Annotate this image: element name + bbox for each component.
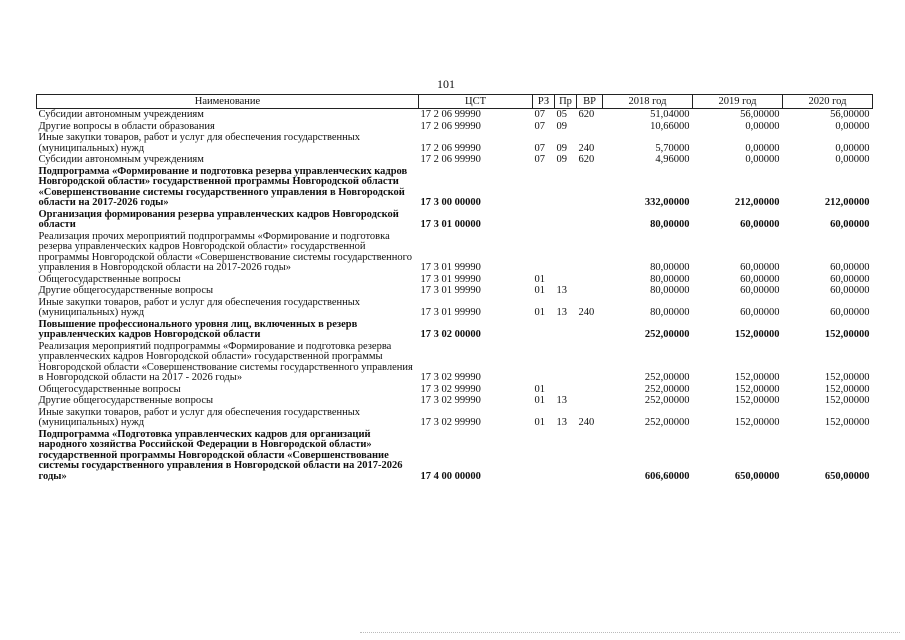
header-2020: 2020 год xyxy=(783,95,873,109)
table-row xyxy=(37,274,873,286)
cell-pr xyxy=(555,231,577,274)
cell-pr xyxy=(555,209,577,231)
budget-table xyxy=(36,94,873,482)
cell-pr xyxy=(555,319,577,341)
table-row xyxy=(37,132,873,154)
cell-y2018: 80,00000 xyxy=(650,262,690,273)
cell-cst: 17 4 00 00000 xyxy=(420,470,481,482)
cell-vr: 240 xyxy=(578,307,595,318)
cell-cst: 17 3 02 99990 xyxy=(420,395,481,406)
cell-cst: 17 2 06 99990 xyxy=(420,109,481,120)
cell-y2019: 152,00000 xyxy=(734,372,780,383)
cell-rz xyxy=(533,319,555,341)
cell-rz xyxy=(533,231,555,274)
cell-vr xyxy=(577,395,603,407)
cell-pr: 13 xyxy=(556,285,567,296)
cell-cst: 17 2 06 99990 xyxy=(420,154,481,165)
cell-name: Повышение профессионального уровня лиц, включенных в резерв управленческих кадров Новгородской области xyxy=(38,318,358,340)
table-row xyxy=(37,285,873,297)
cell-vr: 240 xyxy=(578,417,595,428)
cell-y2018: 4,96000 xyxy=(655,154,690,165)
cell-rz: 01 xyxy=(534,383,545,395)
cell-rz: 07 xyxy=(534,120,545,132)
cell-cst: 17 3 01 99990 xyxy=(420,262,481,273)
cell-y2019: 152,00000 xyxy=(734,383,780,395)
cell-name: Реализация мероприятий подпрограммы «Формирование и подготовка резерва управленческих кадров Новгородской области» государственной программы Новгородской области «Совершенствование системы государственного управления в Новгородской области на 2017 - 2026 годы» xyxy=(38,340,413,383)
cell-y2020: 60,00000 xyxy=(830,307,870,318)
cell-y2019: 56,00000 xyxy=(740,109,780,120)
cell-y2019: 212,00000 xyxy=(734,197,780,208)
cell-y2019: 60,00000 xyxy=(740,307,780,318)
header-name: Наименование xyxy=(37,95,419,109)
cell-y2020: 56,00000 xyxy=(830,109,870,120)
cell-y2020: 60,00000 xyxy=(830,285,870,296)
cell-y2018: 80,00000 xyxy=(650,307,690,318)
cell-pr: 13 xyxy=(556,395,567,406)
cell-y2020: 0,00000 xyxy=(835,120,870,132)
cell-y2019: 152,00000 xyxy=(734,329,780,340)
cell-vr xyxy=(577,429,603,483)
table-row xyxy=(37,384,873,396)
cell-y2019: 0,00000 xyxy=(745,154,780,165)
cell-rz xyxy=(533,166,555,209)
cell-y2018: 252,00000 xyxy=(644,383,690,395)
table-row xyxy=(37,297,873,319)
cell-y2019: 60,00000 xyxy=(740,262,780,273)
cell-y2020: 60,00000 xyxy=(830,273,870,285)
cell-y2020: 152,00000 xyxy=(824,417,870,428)
cell-y2019: 0,00000 xyxy=(745,120,780,132)
table-row xyxy=(37,209,873,231)
cell-pr: 13 xyxy=(556,307,567,318)
cell-rz: 01 xyxy=(534,395,545,406)
cell-vr: 240 xyxy=(578,142,595,154)
cell-cst: 17 3 00 00000 xyxy=(420,197,481,208)
cell-pr xyxy=(555,384,577,396)
cell-cst: 17 3 01 99990 xyxy=(420,273,481,285)
cell-y2020: 152,00000 xyxy=(824,329,870,340)
cell-pr: 09 xyxy=(556,142,567,154)
page-number: 101 xyxy=(437,77,455,91)
cell-vr xyxy=(577,285,603,297)
table-row xyxy=(37,121,873,133)
cell-y2018: 252,00000 xyxy=(644,372,690,383)
cell-y2020: 152,00000 xyxy=(824,395,870,406)
cell-rz: 01 xyxy=(534,417,545,428)
cell-rz xyxy=(533,209,555,231)
cell-y2020: 650,00000 xyxy=(824,470,870,482)
cell-vr xyxy=(577,384,603,396)
cell-y2019: 0,00000 xyxy=(745,142,780,154)
cell-y2020: 60,00000 xyxy=(830,262,870,273)
cell-y2018: 51,04000 xyxy=(650,109,690,120)
cell-rz xyxy=(533,429,555,483)
cell-rz: 01 xyxy=(534,273,545,285)
cell-y2019: 650,00000 xyxy=(734,470,780,482)
cell-vr xyxy=(577,166,603,209)
cell-y2019: 152,00000 xyxy=(734,417,780,428)
cell-name: Иные закупки товаров, работ и услуг для обеспечения государственных (муниципальных) нужд xyxy=(38,406,361,428)
header-pr: Пр xyxy=(555,95,577,109)
cell-cst: 17 2 06 99990 xyxy=(420,142,481,154)
cell-name: Субсидии автономным учреждениям xyxy=(38,154,204,165)
cell-y2019: 60,00000 xyxy=(740,219,780,230)
cell-vr xyxy=(577,209,603,231)
table-row xyxy=(37,395,873,407)
table-row xyxy=(37,407,873,429)
cell-name: Другие общегосударственные вопросы xyxy=(38,395,214,406)
cell-y2018: 10,66000 xyxy=(650,120,690,132)
cell-name: Другие общегосударственные вопросы xyxy=(38,285,214,296)
cell-y2019: 60,00000 xyxy=(740,285,780,296)
table-row xyxy=(37,429,873,483)
cell-name: Подпрограмма «Подготовка управленческих кадров для организаций народного хозяйства Российской Федерации в Новгородской области» государственной программы Новгородской области «Совершенствование системы государственного управления в Новгородской области на 2017-2026 годы» xyxy=(38,428,403,482)
table-row xyxy=(37,109,873,121)
cell-pr xyxy=(555,166,577,209)
cell-y2018: 252,00000 xyxy=(644,395,690,406)
cell-name: Подпрограмма «Формирование и подготовка резерва управленческих кадров Новгородской области» государственной программы Новгородской области «Совершенствование системы государственного управления в Новгородской области на 2017-2026 годы» xyxy=(38,165,408,208)
cell-name: Общегосударственные вопросы xyxy=(38,383,181,395)
cell-y2019: 60,00000 xyxy=(740,273,780,285)
cell-vr xyxy=(577,341,603,384)
cell-vr xyxy=(577,231,603,274)
header-2019: 2019 год xyxy=(693,95,783,109)
cell-name: Организация формирования резерва управленческих кадров Новгородской области xyxy=(38,208,399,230)
cell-y2018: 5,70000 xyxy=(655,142,690,154)
cell-rz: 07 xyxy=(534,154,545,165)
cell-cst: 17 3 02 00000 xyxy=(420,329,481,340)
cell-y2018: 80,00000 xyxy=(650,285,690,296)
header-rz: РЗ xyxy=(533,95,555,109)
cell-pr: 13 xyxy=(556,417,567,428)
cell-rz: 07 xyxy=(534,109,545,120)
cell-pr xyxy=(555,341,577,384)
cell-vr xyxy=(577,274,603,286)
table-row xyxy=(37,154,873,166)
header-2018: 2018 год xyxy=(603,95,693,109)
cell-pr: 05 xyxy=(556,109,567,120)
cell-vr: 620 xyxy=(578,154,595,165)
cell-cst: 17 3 01 99990 xyxy=(420,307,481,318)
cell-name: Субсидии автономным учреждениям xyxy=(38,109,204,120)
cell-rz: 01 xyxy=(534,307,545,318)
table-row xyxy=(37,319,873,341)
cell-rz: 07 xyxy=(534,142,545,154)
cell-y2020: 152,00000 xyxy=(824,372,870,383)
cell-name: Реализация прочих мероприятий подпрограммы «Формирование и подготовка резерва управленческих кадров Новгородской области» государственной программы Новгородской области «Совершенствование системы государственного управления в Новгородской области на 2017-2026 годы» xyxy=(38,230,412,273)
cell-vr xyxy=(577,121,603,133)
cell-y2018: 80,00000 xyxy=(650,273,690,285)
cell-y2018: 80,00000 xyxy=(650,219,690,230)
cell-name: Другие вопросы в области образования xyxy=(38,120,215,132)
cell-y2018: 606,60000 xyxy=(644,470,690,482)
cell-y2020: 0,00000 xyxy=(835,142,870,154)
header-cst: ЦСТ xyxy=(419,95,533,109)
table-row xyxy=(37,341,873,384)
cell-cst: 17 3 02 99990 xyxy=(420,372,481,383)
scan-artifact-line xyxy=(360,632,900,635)
table-row xyxy=(37,166,873,209)
cell-y2018: 332,00000 xyxy=(644,197,690,208)
cell-cst: 17 3 02 99990 xyxy=(420,383,481,395)
table-row xyxy=(37,231,873,274)
table-header-row xyxy=(37,95,873,109)
cell-y2020: 212,00000 xyxy=(824,197,870,208)
cell-pr: 09 xyxy=(556,154,567,165)
cell-cst: 17 3 02 99990 xyxy=(420,417,481,428)
header-vr: ВР xyxy=(577,95,603,109)
cell-cst: 17 3 01 99990 xyxy=(420,285,481,296)
cell-name: Общегосударственные вопросы xyxy=(38,273,181,285)
cell-cst: 17 3 01 00000 xyxy=(420,219,481,230)
cell-y2019: 152,00000 xyxy=(734,395,780,406)
cell-y2018: 252,00000 xyxy=(644,417,690,428)
cell-pr xyxy=(555,274,577,286)
cell-y2020: 0,00000 xyxy=(835,154,870,165)
cell-y2020: 60,00000 xyxy=(830,219,870,230)
cell-cst: 17 2 06 99990 xyxy=(420,120,481,132)
cell-y2018: 252,00000 xyxy=(644,329,690,340)
cell-name: Иные закупки товаров, работ и услуг для обеспечения государственных (муниципальных) нужд xyxy=(38,296,361,318)
cell-vr xyxy=(577,319,603,341)
cell-y2020: 152,00000 xyxy=(824,383,870,395)
cell-pr: 09 xyxy=(556,120,567,132)
cell-name: Иные закупки товаров, работ и услуг для обеспечения государственных (муниципальных) нужд xyxy=(38,132,361,154)
table-body xyxy=(37,109,873,483)
cell-rz: 01 xyxy=(534,285,545,296)
cell-pr xyxy=(555,429,577,483)
cell-rz xyxy=(533,341,555,384)
cell-vr: 620 xyxy=(578,109,595,120)
